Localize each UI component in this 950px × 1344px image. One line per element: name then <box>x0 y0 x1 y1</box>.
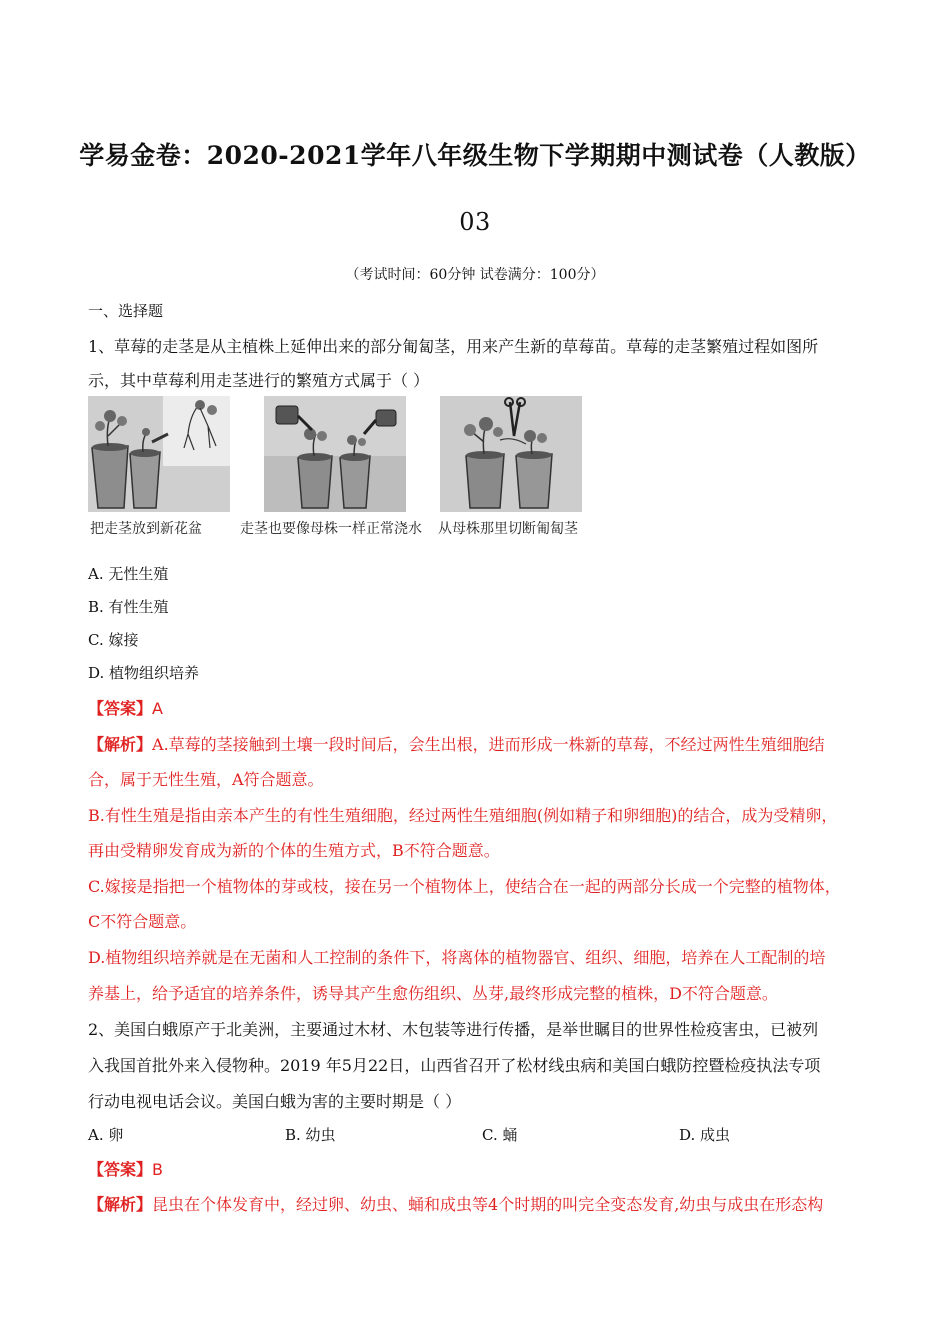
strawberry-pots-transfer-illustration <box>88 396 230 512</box>
q2-option-a: A. 卵 <box>88 1126 124 1144</box>
q1-stem-line2: 示，其中草莓利用走茎进行的繁殖方式属于（ ） <box>88 371 430 390</box>
q1-analysis-line7: D.植物组织培养就是在无菌和人工控制的条件下，将离体的植物器官、组织、细胞，培养在人工配制的培 <box>88 948 826 967</box>
exam-info: （考试时间：60分钟 试卷满分：100分） <box>345 267 605 283</box>
q2-stem-line2: 入我国首批外来入侵物种。2019 年5月22日，山西省召开了松材线虫病和美国白蛾防控暨检疫执法专项 <box>88 1056 821 1075</box>
q1-analysis-line3: B.有性生殖是指由亲本产生的有性生殖细胞，经过两性生殖细胞(例如精子和卵细胞)的结合，成为受精卵， <box>88 806 838 825</box>
q2-stem-line1: 2、美国白蛾原产于北美洲，主要通过木材、木包装等进行传播，是举世瞩目的世界性检疫害虫，已被列 <box>88 1020 819 1039</box>
q1-analysis-line1 <box>88 732 868 755</box>
analysis-text: 昆虫在个体发育中，经过卵、幼虫、蛹和成虫等4个时期的叫完全变态发育,幼虫与成虫在形态构 <box>152 1195 824 1214</box>
analysis-label: 【解析】 <box>88 1195 153 1214</box>
figure-caption-1: 把走茎放到新花盆 <box>90 521 202 537</box>
q1-stem-line1: 1、草莓的走茎是从主植株上延伸出来的部分匍匐茎，用来产生新的草莓苗。草莓的走茎繁殖过程如图所 <box>88 337 819 356</box>
q1-analysis-line5: C.嫁接是指把一个植物体的芽或枝，接在另一个植物体上，使结合在一起的两部分长成一个完整的植物体， <box>88 877 841 896</box>
q2-option-c: C. 蛹 <box>482 1126 518 1144</box>
answer-value: B <box>152 1160 163 1179</box>
q1-analysis-line4: 再由受精卵发育成为新的个体的生殖方式，B不符合题意。 <box>88 841 500 860</box>
q2-option-b: B. 幼虫 <box>285 1126 336 1144</box>
q1-analysis-line8: 养基上，给予适宜的培养条件，诱导其产生愈伤组织、丛芽,最终形成完整的植株，D不符合题意。 <box>88 984 778 1003</box>
q2-stem-line3: 行动电视电话会议。美国白蛾为害的主要时期是（ ） <box>88 1092 462 1111</box>
q1-analysis-line6: C不符合题意。 <box>88 912 197 931</box>
analysis-label: 【解析】 <box>88 735 153 754</box>
q1-option-c: C. 嫁接 <box>88 631 139 649</box>
watering-can-illustration <box>264 396 406 512</box>
q1-option-a: A. 无性生殖 <box>88 565 169 583</box>
q1-answer <box>88 696 868 719</box>
exam-number: 03 <box>459 208 491 236</box>
q1-option-d: D. 植物组织培养 <box>88 664 200 682</box>
q1-analysis-line2: 合，属于无性生殖，A符合题意。 <box>88 770 324 789</box>
figure-caption-3: 从母株那里切断匍匐茎 <box>438 521 578 537</box>
answer-label: 【答案】 <box>88 1160 153 1179</box>
q2-option-d: D. 成虫 <box>679 1126 731 1144</box>
answer-value: A <box>152 699 163 718</box>
scissors-cutting-illustration <box>440 396 582 512</box>
section-heading: 一、选择题 <box>88 302 164 320</box>
q2-answer <box>88 1157 868 1180</box>
figure-caption-2: 走茎也要像母株一样正常浇水 <box>240 521 422 537</box>
analysis-text: A.草莓的茎接触到土壤一段时间后，会生出根，进而形成一株新的草莓，不经过两性生殖细胞结 <box>152 735 825 754</box>
q1-figure <box>88 396 588 544</box>
exam-title: 学易金卷：2020-2021学年八年级生物下学期期中测试卷（人教版） <box>79 141 871 170</box>
q2-analysis-line1 <box>88 1192 868 1215</box>
q1-option-b: B. 有性生殖 <box>88 598 169 616</box>
q2-options <box>88 1124 868 1145</box>
answer-label: 【答案】 <box>88 699 153 718</box>
